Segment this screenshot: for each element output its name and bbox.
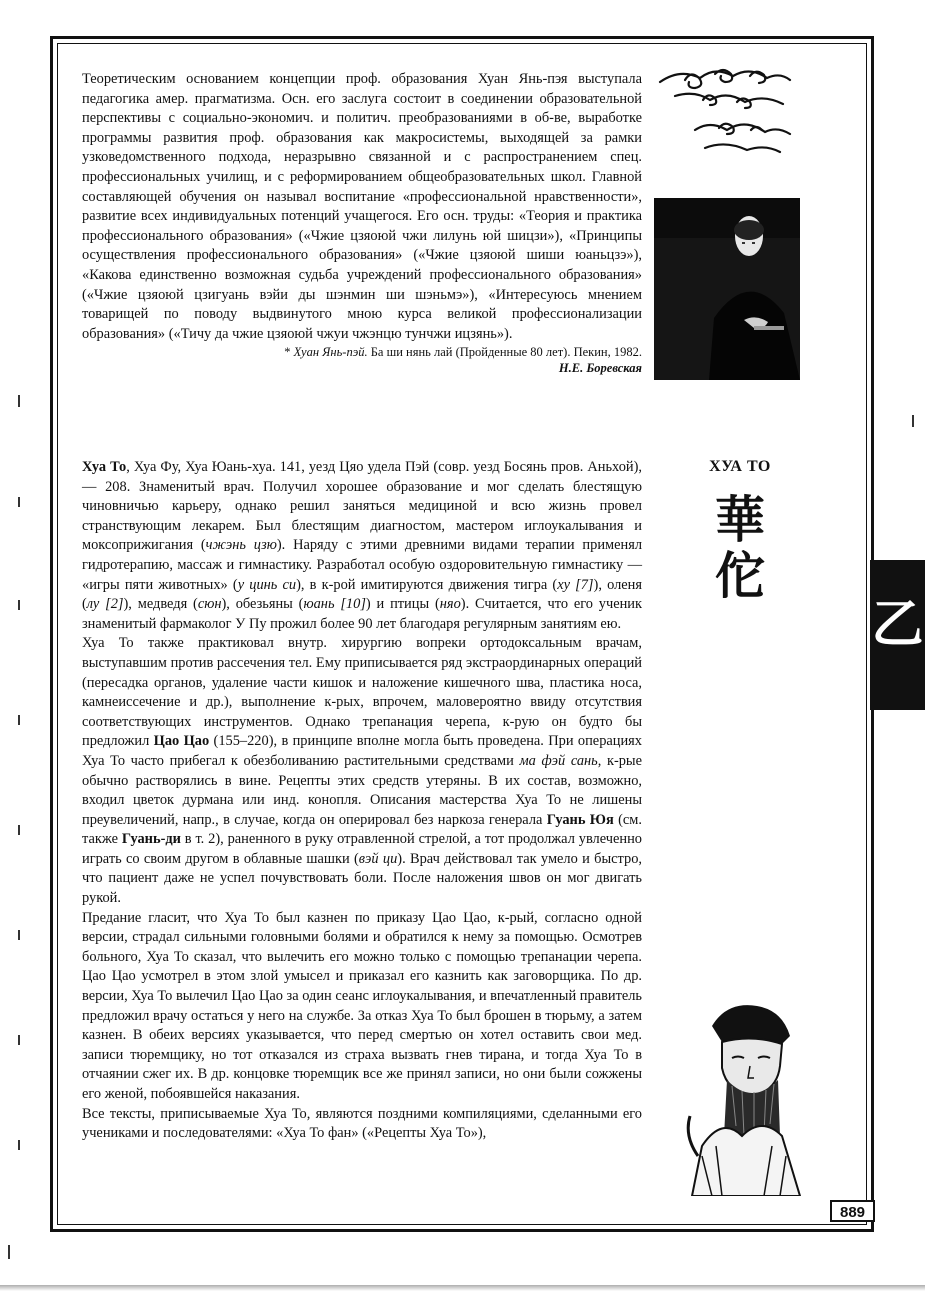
scan-mark	[18, 1035, 20, 1045]
text-run: ), в к-рой имитируются движения тигра (	[296, 576, 558, 593]
portrait-photo	[654, 198, 800, 380]
italic-term: ма фэй сань	[519, 752, 598, 769]
scan-mark	[18, 497, 20, 507]
italic-term: у цинь си	[237, 576, 297, 593]
italic-term: лу [2]	[86, 596, 124, 613]
cloud-ornament-icon	[655, 60, 795, 160]
reference-star: *	[284, 345, 294, 360]
scan-mark	[18, 395, 20, 407]
article-author: Н.Е. Боревская	[558, 361, 642, 376]
article-body: Теоретическим основанием концепции проф. образования Хуан Янь-пэя выступала педагогика амер. прагматизма. Осн. его заслуга состоит в соединении образовательной перспективы с социально-экономич. и политич. преобразованиями в об-ве, выработке программы развития проф. образования как макросистемы, выходящей за рамки узковедомственного подхода, неразрывно связанной и с распространением спец. профессиональных училищ, и с реформированием общеобразовательных школ. Главной составляющей обучения он называл воспитание «профессиональной нравственности», развитие всех индивидуальных потенций учащегося. Его осн. труды: «Теория и практика профессионального образования» («Чжие цзяоюй чжи лилунь юй шицзи»), «Принципы осуществления профессионального образования» («Чжие цзяоюй шиши юаньцзэ»), «Какова единственно возможная судьба учреждений профессионального образования» («Чжие цзяоюй цзигуань вэйи ды шэнмин ши шэньмэ»), «Интересуюсь мнением товарищей по поводу выдвинутого мною курса великой профессионализации образования» («Тичу да чжие цзяоюй чжуи чжэнцю тунчжи ицзянь»).	[82, 71, 642, 342]
scan-mark	[18, 715, 20, 725]
text-run: ). Наряду с этими древними видами терапии применял гидротерапию, массаж и гимнастику. Разработал особую оздоровительную гимнастику — «игры пяти животных» (	[82, 537, 643, 593]
reference-author: Хуан Янь-пэй.	[293, 345, 368, 360]
hanzi-hua: 華	[715, 492, 765, 548]
scan-mark	[18, 1140, 20, 1150]
text-run: ), медведя (	[123, 596, 198, 613]
bold-crossref: Цао Цао	[153, 733, 210, 750]
italic-term: няо	[439, 596, 461, 613]
bold-crossref: Гуань Юя	[546, 811, 614, 828]
scan-mark	[18, 930, 20, 940]
text-run: , Хуа Фу, Хуа Юань-хуа. 141, уезд Цяо удела Пэй (совр. уезд Босянь пров. Аньхой), — 208. Знаменитый врач. Получил хорошее образование и мог сделать блестящую чиновничью карьеру, однако решил заняться медициной и всю жизнь провел странствующим лекарем. Был блестящим диагностом, мастером иглоукалывания и моксоприжигания (	[82, 459, 642, 554]
paragraph-2	[82, 634, 642, 908]
reference-line	[82, 344, 642, 360]
scan-mark	[912, 415, 914, 427]
text-run: (155–220), в принципе вполне могла быть проведена. При операциях Хуа То часто прибегал к обезболиванию растительными средствами	[82, 733, 642, 769]
entry-side-title: ХУА ТО	[709, 458, 771, 475]
text-run: (см. также	[82, 811, 643, 848]
text-run: , к-рые обычно растворялись в вине. Рецепты этих средств утеряны. В их состав, возможно, входил цветок дурмана или инд. конопля. Описания мастерства Хуа То не лишены преувеличений, напр., в случае, когда он оперировал без наркоза генерала	[82, 752, 642, 828]
text-run: ), обезьяны (	[221, 596, 304, 613]
italic-term: ху [7]	[557, 576, 594, 593]
bold-crossref: Гуань-ди	[121, 831, 181, 848]
hua-tuo-article	[82, 458, 642, 1144]
scan-mark	[8, 1245, 10, 1259]
text-run: ), оленя (	[82, 576, 642, 613]
page-number: 889	[830, 1200, 875, 1222]
section-tab-glyph: 乙	[871, 595, 924, 655]
paragraph-4: Все тексты, приписываемые Хуа То, являются поздними компиляциями, сделанными его учениками и последователями: «Хуа То фан» («Рецепты Хуа То»),	[82, 1105, 642, 1142]
text-run: Хуа То также практиковал внутр. хирургию вопреки ортодоксальным врачам, выступавшим против рассечения тел. Ему приписывается ряд экстраординарных операций (пересадка органов, удаление части кишок и наложение кишечного шва, пластика носа, камнеиссечение и др.), выполнение к-рых, впрочем, маловероятно ввиду отсутствия соответствующих инструментов. Однако трепанация черепа, к-рую он будто бы предложил	[82, 635, 642, 750]
italic-term: чжэнь цзю	[205, 537, 277, 554]
text-run: ). Врач действовал так умело и быстро, что пациент даже не успел почувствовать боли. После наложения швов он мог двигать рукой.	[82, 850, 642, 907]
scan-shadow	[0, 1285, 925, 1291]
scan-mark	[18, 825, 20, 835]
huang-yanpei-article	[82, 70, 642, 376]
reference-title: Ба ши нянь лай (Пройденные 80 лет). Пекин, 1982.	[367, 345, 642, 360]
italic-term: вэй ци	[358, 850, 398, 867]
hua-tuo-portrait	[682, 996, 802, 1196]
text-run: ). Считается, что его ученик знаменитый фармаколог У Пу прожил более 90 лет благодаря регулярным занятиям ею.	[82, 596, 643, 632]
paragraph-1	[82, 458, 642, 634]
italic-term: юань [10]	[303, 596, 366, 613]
italic-term: сюн	[197, 596, 222, 613]
paragraph-3: Предание гласит, что Хуа То был казнен по приказу Цао Цао, к-рый, согласно одной версии, страдал сильными головными болями и обратился к нему за помощью. Осмотрев больного, Хуа То сказал, что вылечить его можно только с помощью трепанации черепа. Цао Цао усмотрел в этом злой умысел и приказал его казнить как заговорщика. По др. версии, Хуа То вылечил Цао Цао за один сеанс иглоукалывания, и впечатленный правитель предложил врачу остаться у него на службе. За отказ Хуа То был брошен в тюрьму, а затем казнен. В обеих версиях указывается, что перед смертью он хотел оставить свои мед. записи тюремщику, но тот отказался из страха вызвать гнев тирана, и тогда Хуа То в отчаянии сжег их. В др. концовке тюремщик все же принял записи, но они были сожжены его женой, побоявшейся наказания.	[82, 909, 642, 1102]
text-run: в т. 2), раненного в руку отравленной стрелой, а тот продолжал увлеченно играть со своим другом в облавные шашки (	[82, 831, 642, 867]
text-run: ) и птицы (	[365, 596, 440, 613]
hanzi-tuo: 佗	[715, 548, 765, 604]
scan-mark	[18, 600, 20, 610]
entry-headword: Хуа То	[82, 459, 127, 475]
